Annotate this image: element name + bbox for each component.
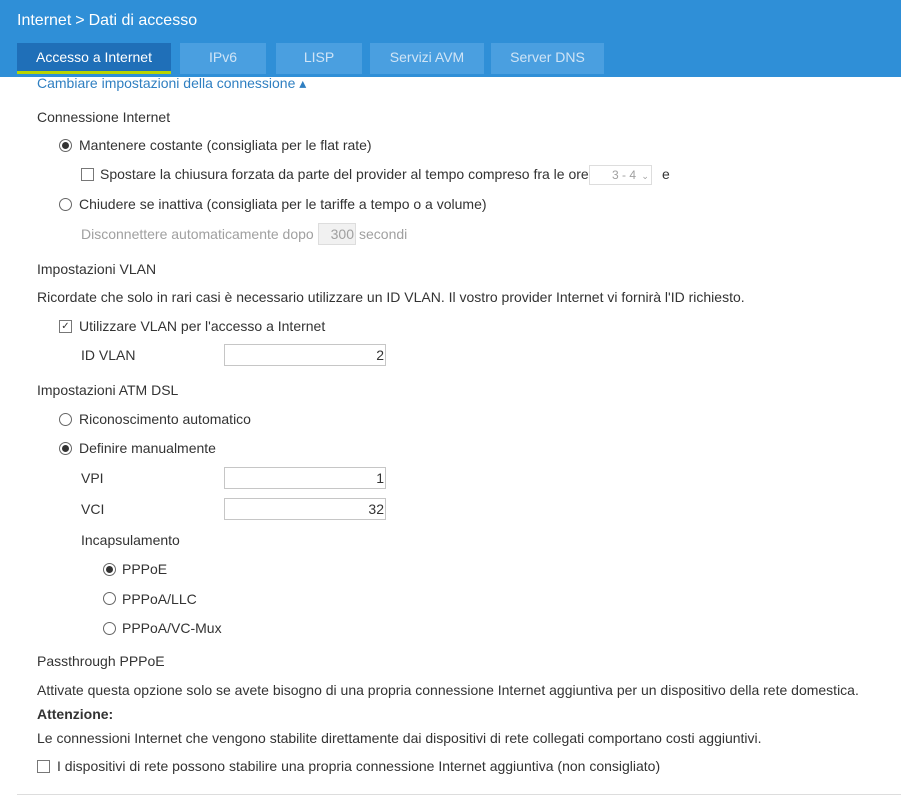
vpi-label: VPI	[81, 470, 104, 486]
breadcrumb-separator: >	[75, 12, 85, 29]
breadcrumb-item-internet[interactable]: Internet	[17, 12, 72, 29]
connection-section-title: Connessione Internet	[37, 109, 171, 125]
forced-disconnect-hours-select[interactable]	[589, 165, 652, 185]
close-inactive-label: Chiudere se inattiva (consigliata per le tariffe a tempo o a volume)	[79, 196, 487, 212]
main-content	[0, 77, 901, 800]
vci-input[interactable]: 32	[224, 498, 386, 520]
tab-ipv6[interactable]: IPv6	[180, 43, 266, 74]
auto-disconnect-unit: secondi	[359, 226, 408, 242]
page-header	[0, 0, 901, 77]
tab-accesso-internet[interactable]: Accesso a Internet	[17, 43, 171, 74]
auto-disconnect-label: Disconnettere automaticamente dopo	[81, 226, 314, 242]
encap-pppoe-radio[interactable]	[103, 563, 116, 576]
encap-pppoa-llc-label: PPPoA/LLC	[122, 591, 197, 607]
atm-section-title: Impostazioni ATM DSL	[37, 382, 179, 398]
passthrough-note: Attivate questa opzione solo se avete bisogno di una propria connessione Internet aggiuntiva per un dispositivo della rete domestica.	[37, 682, 859, 698]
forced-disconnect-checkbox[interactable]	[81, 168, 94, 181]
vlan-section-title: Impostazioni VLAN	[37, 261, 157, 277]
allow-devices-label: I dispositivi di rete possono stabilire una propria connessione Internet aggiuntiva (non consigliato)	[57, 758, 661, 774]
vlan-note: Ricordate che solo in rari casi è necessario utilizzare un ID VLAN. Il vostro provider Internet vi fornirà l'ID richiesto.	[37, 289, 745, 305]
encap-pppoa-vcmux-label: PPPoA/VC-Mux	[122, 620, 222, 636]
atm-auto-label: Riconoscimento automatico	[79, 411, 251, 427]
keep-constant-label: Mantenere costante (consigliata per le flat rate)	[79, 137, 372, 153]
forced-disconnect-label: Spostare la chiusura forzata da parte del provider al tempo compreso fra le ore	[100, 166, 589, 182]
auto-disconnect-input[interactable]: 300	[318, 223, 356, 245]
bottom-divider	[17, 794, 901, 795]
passthrough-section-title: Passthrough PPPoE	[37, 653, 165, 669]
triangle-up-icon: ▴	[299, 75, 307, 91]
encapsulation-label: Incapsulamento	[81, 532, 180, 548]
atm-auto-radio[interactable]	[59, 413, 72, 426]
tab-servizi-avm[interactable]: Servizi AVM	[370, 43, 484, 74]
breadcrumb-item-current: Dati di accesso	[88, 12, 198, 29]
encap-pppoa-vcmux-radio[interactable]	[103, 622, 116, 635]
atm-manual-radio[interactable]	[59, 442, 72, 455]
tab-server-dns[interactable]: Server DNS	[491, 43, 604, 74]
passthrough-warning-title: Attenzione:	[37, 706, 114, 722]
forced-disconnect-suffix: e	[662, 166, 670, 182]
encap-pppoe-label: PPPoE	[122, 561, 168, 577]
close-inactive-radio[interactable]	[59, 198, 72, 211]
vci-label: VCI	[81, 501, 105, 517]
vlan-id-label: ID VLAN	[81, 347, 136, 363]
toggle-settings-label: Cambiare impostazioni della connessione	[37, 75, 296, 91]
keep-constant-radio[interactable]	[59, 139, 72, 152]
checkmark-icon: ✓	[61, 321, 70, 332]
passthrough-warning-text: Le connessioni Internet che vengono stabilite direttamente dai dispositivi di rete collegati comportano costi aggiuntivi.	[37, 730, 762, 746]
vpi-input[interactable]: 1	[224, 467, 386, 489]
tab-lisp[interactable]: LISP	[276, 43, 362, 74]
vlan-id-input[interactable]: 2	[224, 344, 386, 366]
chevron-down-icon: ⌄	[641, 171, 649, 181]
forced-disconnect-hours-value: 3 - 4	[612, 168, 637, 182]
use-vlan-checkbox[interactable]	[59, 320, 72, 333]
breadcrumb	[17, 12, 197, 30]
atm-manual-label: Definire manualmente	[79, 440, 216, 456]
encap-pppoa-llc-radio[interactable]	[103, 592, 116, 605]
use-vlan-label: Utilizzare VLAN per l'accesso a Internet	[79, 318, 326, 334]
allow-devices-checkbox[interactable]	[37, 760, 50, 773]
toggle-settings-link[interactable]	[37, 75, 306, 92]
